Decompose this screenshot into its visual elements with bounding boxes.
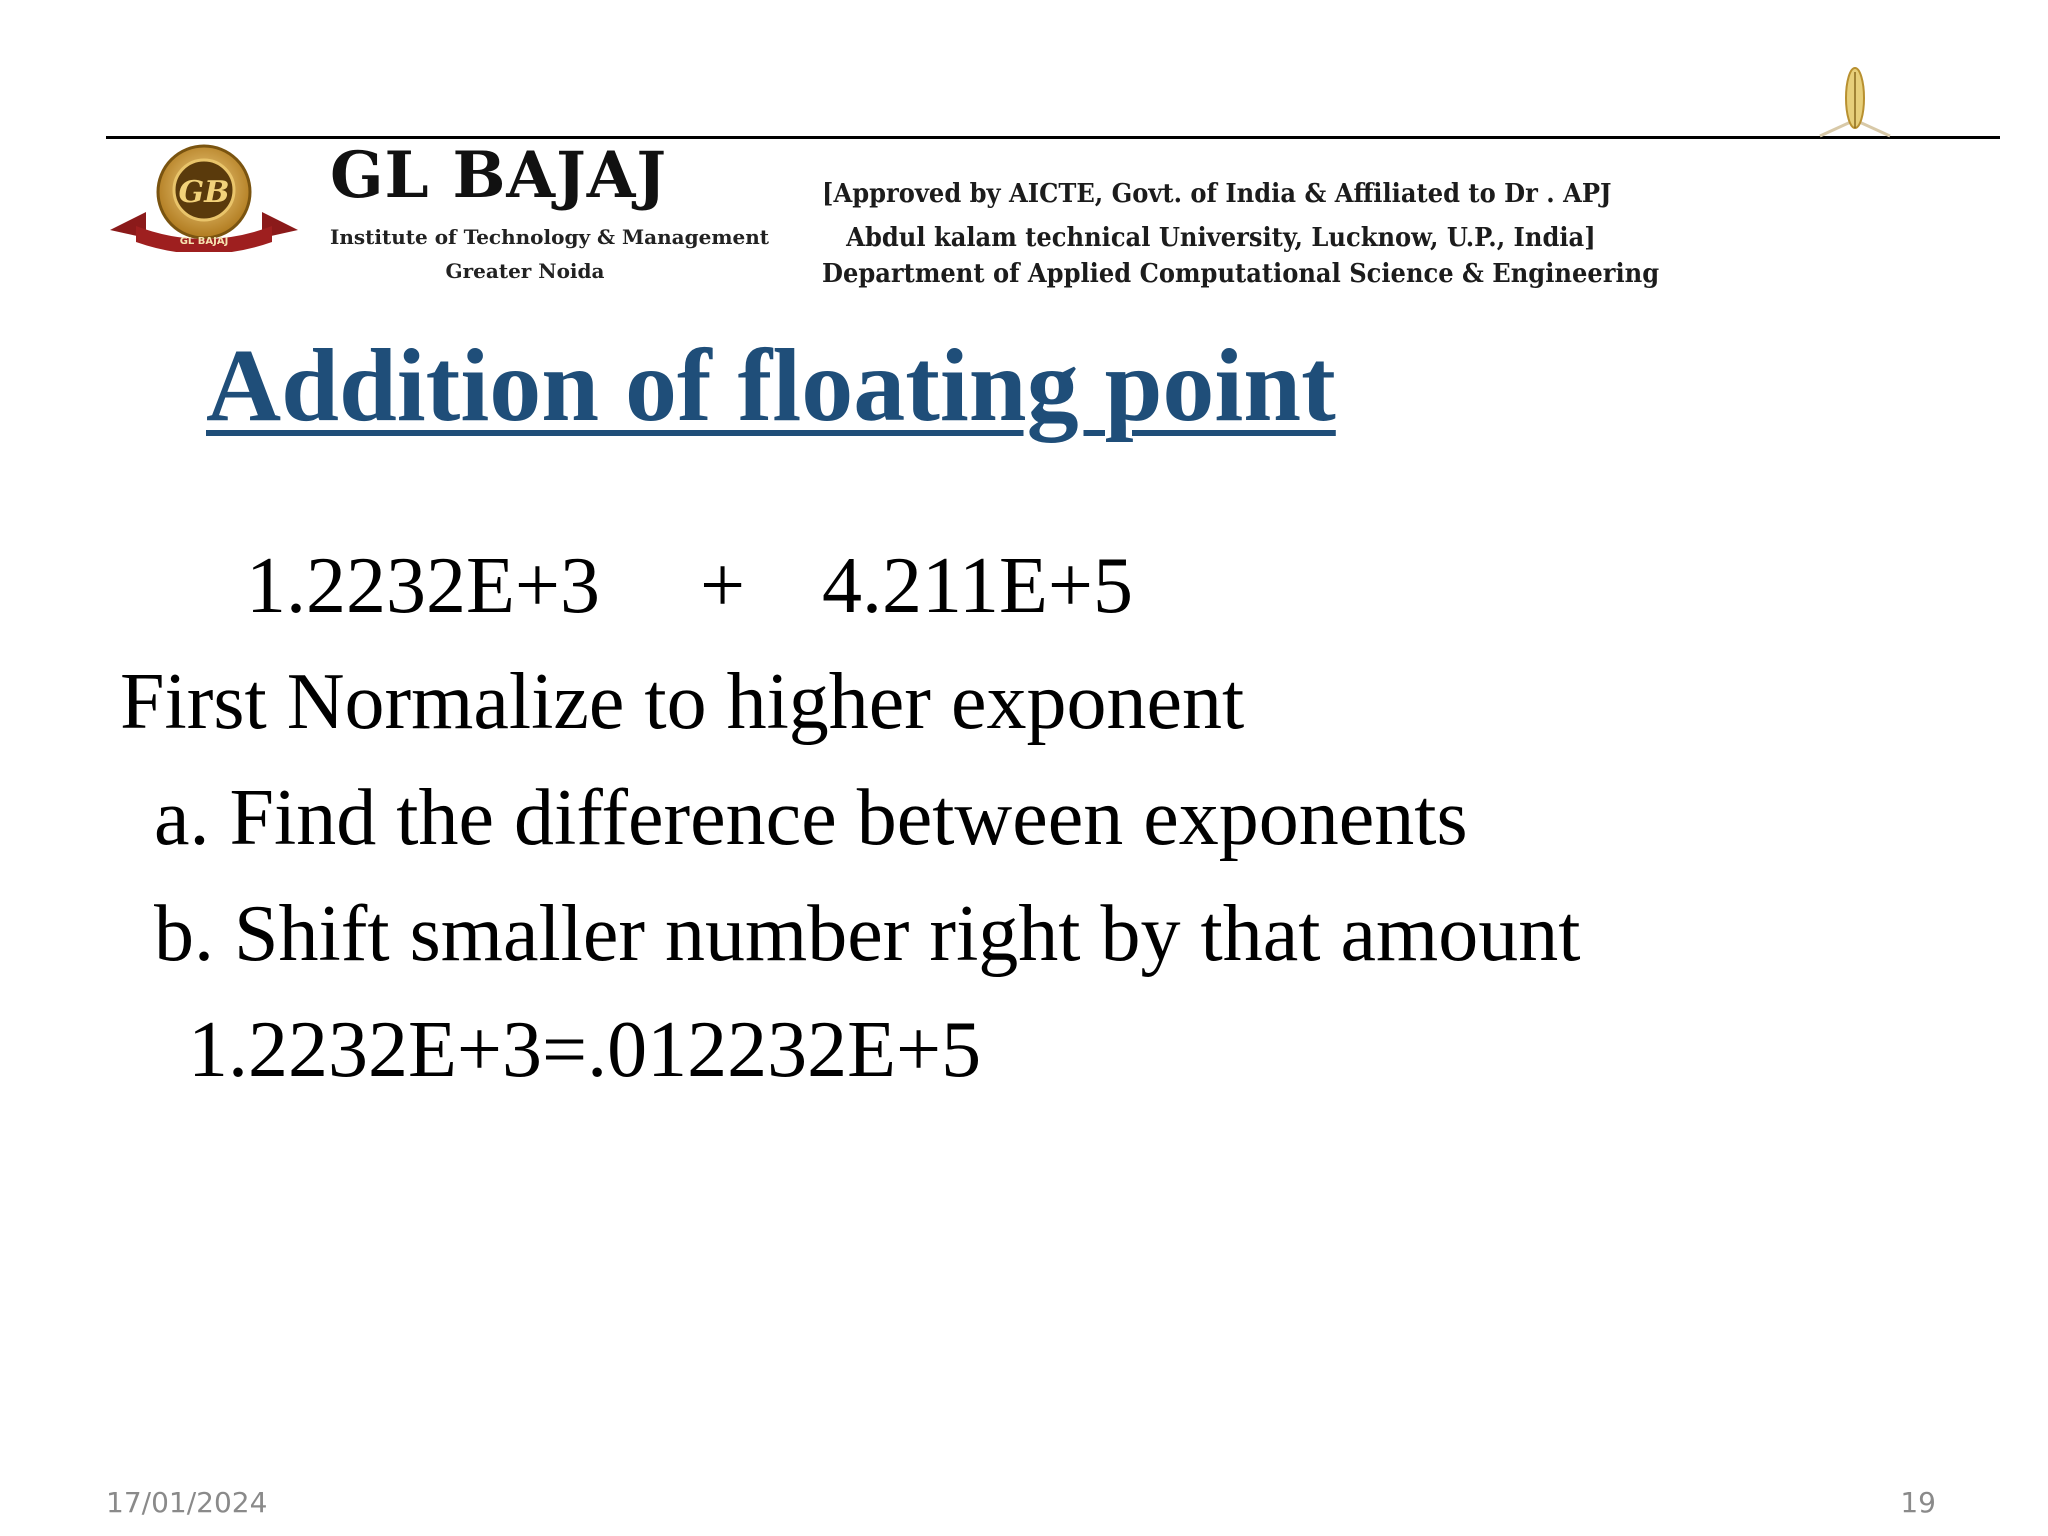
page-number: 19 bbox=[1900, 1486, 1936, 1519]
step-b: b. Shift smaller number right by that amount bbox=[154, 890, 1581, 978]
emblem-icon bbox=[1800, 62, 1910, 140]
step-intro: First Normalize to higher exponent bbox=[120, 658, 1245, 746]
affiliation-line-2: Abdul kalam technical University, Lucknow, U.P., India] bbox=[846, 223, 1596, 253]
affiliation-line-1: [Approved by AICTE, Govt. of India & Affiliated to Dr . APJ bbox=[822, 179, 1612, 209]
operand-a: 1.2232E+3 bbox=[246, 542, 600, 630]
plus-operator: + bbox=[700, 542, 746, 630]
institute-logo bbox=[106, 142, 302, 252]
institute-subtitle: Institute of Technology & Management bbox=[330, 225, 770, 249]
operand-b: 4.211E+5 bbox=[822, 542, 1134, 630]
affiliation-block bbox=[822, 172, 1722, 296]
institute-city: Greater Noida bbox=[445, 259, 605, 283]
step-a: a. Find the difference between exponents bbox=[154, 774, 1468, 862]
logo-text: GL BAJAJ bbox=[179, 236, 229, 247]
institute-name: GL BAJAJ bbox=[330, 138, 668, 213]
department-name: Department of Applied Computational Science & Engineering bbox=[822, 259, 1660, 289]
slide-title: Addition of floating point bbox=[206, 328, 1336, 443]
normalized-result: 1.2232E+3=.012232E+5 bbox=[188, 1006, 982, 1094]
svg-text:GB: GB bbox=[178, 175, 230, 210]
footer-date: 17/01/2024 bbox=[106, 1486, 268, 1519]
